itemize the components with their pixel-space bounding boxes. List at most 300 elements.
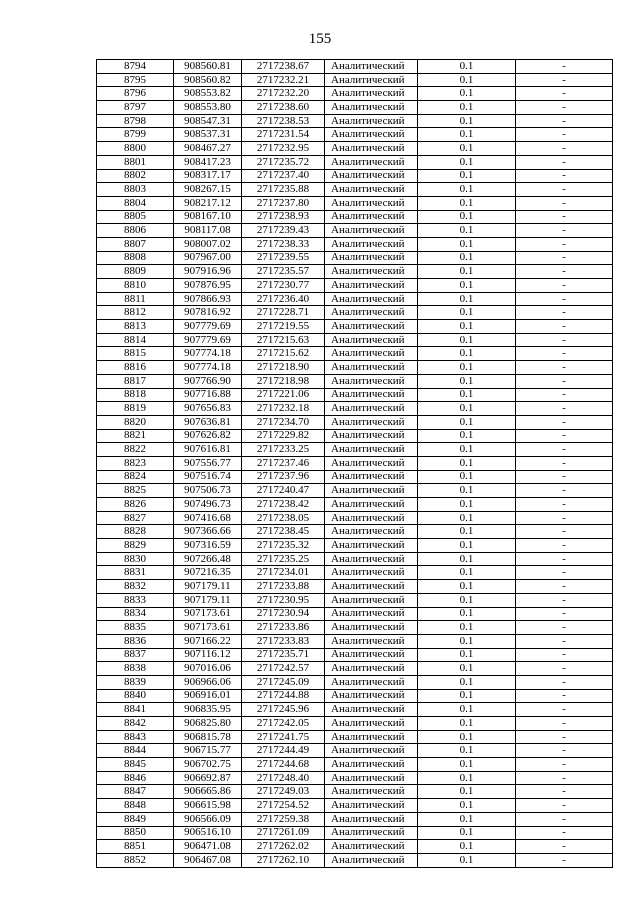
note-cell: - <box>516 648 613 662</box>
note-cell: - <box>516 498 613 512</box>
note-cell: - <box>516 402 613 416</box>
table-row <box>97 443 613 457</box>
point-number-cell: 8797 <box>97 101 174 115</box>
method-cell: Аналитический <box>325 237 418 251</box>
accuracy-cell: 0.1 <box>418 662 516 676</box>
x-coordinate-cell: 907779.69 <box>174 333 242 347</box>
accuracy-cell: 0.1 <box>418 484 516 498</box>
accuracy-cell: 0.1 <box>418 675 516 689</box>
method-cell: Аналитический <box>325 429 418 443</box>
y-coordinate-cell: 2717242.57 <box>242 662 325 676</box>
point-number-cell: 8799 <box>97 128 174 142</box>
accuracy-cell: 0.1 <box>418 525 516 539</box>
accuracy-cell: 0.1 <box>418 388 516 402</box>
point-number-cell: 8815 <box>97 347 174 361</box>
x-coordinate-cell: 908267.15 <box>174 183 242 197</box>
note-cell: - <box>516 826 613 840</box>
note-cell: - <box>516 183 613 197</box>
x-coordinate-cell: 907179.11 <box>174 580 242 594</box>
method-cell: Аналитический <box>325 525 418 539</box>
table-row <box>97 142 613 156</box>
method-cell: Аналитический <box>325 224 418 238</box>
y-coordinate-cell: 2717230.95 <box>242 593 325 607</box>
point-number-cell: 8849 <box>97 812 174 826</box>
x-coordinate-cell: 907316.59 <box>174 539 242 553</box>
x-coordinate-cell: 906966.06 <box>174 675 242 689</box>
y-coordinate-cell: 2717237.46 <box>242 456 325 470</box>
x-coordinate-cell: 907216.35 <box>174 566 242 580</box>
method-cell: Аналитический <box>325 552 418 566</box>
table-row <box>97 210 613 224</box>
x-coordinate-cell: 907416.68 <box>174 511 242 525</box>
method-cell: Аналитический <box>325 758 418 772</box>
table-row <box>97 566 613 580</box>
accuracy-cell: 0.1 <box>418 210 516 224</box>
note-cell: - <box>516 279 613 293</box>
point-number-cell: 8838 <box>97 662 174 676</box>
table-row <box>97 744 613 758</box>
table-row <box>97 415 613 429</box>
accuracy-cell: 0.1 <box>418 306 516 320</box>
point-number-cell: 8817 <box>97 374 174 388</box>
method-cell: Аналитический <box>325 265 418 279</box>
x-coordinate-cell: 907616.81 <box>174 443 242 457</box>
y-coordinate-cell: 2717234.01 <box>242 566 325 580</box>
accuracy-cell: 0.1 <box>418 456 516 470</box>
x-coordinate-cell: 907179.11 <box>174 593 242 607</box>
note-cell: - <box>516 114 613 128</box>
method-cell: Аналитический <box>325 155 418 169</box>
x-coordinate-cell: 908007.02 <box>174 237 242 251</box>
x-coordinate-cell: 907916.96 <box>174 265 242 279</box>
table-row <box>97 607 613 621</box>
y-coordinate-cell: 2717218.90 <box>242 361 325 375</box>
note-cell: - <box>516 621 613 635</box>
point-number-cell: 8830 <box>97 552 174 566</box>
point-number-cell: 8835 <box>97 621 174 635</box>
y-coordinate-cell: 2717238.67 <box>242 60 325 74</box>
method-cell: Аналитический <box>325 320 418 334</box>
method-cell: Аналитический <box>325 388 418 402</box>
method-cell: Аналитический <box>325 292 418 306</box>
x-coordinate-cell: 906566.09 <box>174 812 242 826</box>
x-coordinate-cell: 906665.86 <box>174 785 242 799</box>
y-coordinate-cell: 2717244.68 <box>242 758 325 772</box>
method-cell: Аналитический <box>325 333 418 347</box>
point-number-cell: 8818 <box>97 388 174 402</box>
point-number-cell: 8798 <box>97 114 174 128</box>
table-row <box>97 539 613 553</box>
note-cell: - <box>516 443 613 457</box>
table-row <box>97 374 613 388</box>
method-cell: Аналитический <box>325 114 418 128</box>
note-cell: - <box>516 566 613 580</box>
note-cell: - <box>516 306 613 320</box>
note-cell: - <box>516 593 613 607</box>
method-cell: Аналитический <box>325 840 418 854</box>
table-row <box>97 853 613 867</box>
point-number-cell: 8819 <box>97 402 174 416</box>
point-number-cell: 8846 <box>97 771 174 785</box>
y-coordinate-cell: 2717229.82 <box>242 429 325 443</box>
y-coordinate-cell: 2717237.80 <box>242 196 325 210</box>
x-coordinate-cell: 906815.78 <box>174 730 242 744</box>
method-cell: Аналитический <box>325 511 418 525</box>
y-coordinate-cell: 2717235.72 <box>242 155 325 169</box>
note-cell: - <box>516 196 613 210</box>
method-cell: Аналитический <box>325 142 418 156</box>
y-coordinate-cell: 2717221.06 <box>242 388 325 402</box>
table-row <box>97 484 613 498</box>
method-cell: Аналитический <box>325 484 418 498</box>
table-row <box>97 689 613 703</box>
accuracy-cell: 0.1 <box>418 374 516 388</box>
y-coordinate-cell: 2717215.62 <box>242 347 325 361</box>
x-coordinate-cell: 908537.31 <box>174 128 242 142</box>
point-number-cell: 8844 <box>97 744 174 758</box>
note-cell: - <box>516 539 613 553</box>
method-cell: Аналитический <box>325 402 418 416</box>
method-cell: Аналитический <box>325 580 418 594</box>
method-cell: Аналитический <box>325 470 418 484</box>
x-coordinate-cell: 906702.75 <box>174 758 242 772</box>
note-cell: - <box>516 812 613 826</box>
point-number-cell: 8837 <box>97 648 174 662</box>
method-cell: Аналитический <box>325 456 418 470</box>
note-cell: - <box>516 470 613 484</box>
y-coordinate-cell: 2717241.75 <box>242 730 325 744</box>
x-coordinate-cell: 908417.23 <box>174 155 242 169</box>
note-cell: - <box>516 552 613 566</box>
x-coordinate-cell: 906825.80 <box>174 717 242 731</box>
accuracy-cell: 0.1 <box>418 566 516 580</box>
y-coordinate-cell: 2717238.33 <box>242 237 325 251</box>
accuracy-cell: 0.1 <box>418 87 516 101</box>
accuracy-cell: 0.1 <box>418 812 516 826</box>
note-cell: - <box>516 525 613 539</box>
note-cell: - <box>516 101 613 115</box>
y-coordinate-cell: 2717259.38 <box>242 812 325 826</box>
y-coordinate-cell: 2717262.02 <box>242 840 325 854</box>
point-number-cell: 8803 <box>97 183 174 197</box>
x-coordinate-cell: 908547.31 <box>174 114 242 128</box>
table-row <box>97 101 613 115</box>
table-row <box>97 456 613 470</box>
point-number-cell: 8822 <box>97 443 174 457</box>
y-coordinate-cell: 2717235.32 <box>242 539 325 553</box>
point-number-cell: 8831 <box>97 566 174 580</box>
note-cell: - <box>516 251 613 265</box>
accuracy-cell: 0.1 <box>418 128 516 142</box>
table-row <box>97 114 613 128</box>
accuracy-cell: 0.1 <box>418 785 516 799</box>
accuracy-cell: 0.1 <box>418 429 516 443</box>
x-coordinate-cell: 908560.81 <box>174 60 242 74</box>
y-coordinate-cell: 2717240.47 <box>242 484 325 498</box>
note-cell: - <box>516 60 613 74</box>
point-number-cell: 8821 <box>97 429 174 443</box>
y-coordinate-cell: 2717262.10 <box>242 853 325 867</box>
x-coordinate-cell: 907967.00 <box>174 251 242 265</box>
accuracy-cell: 0.1 <box>418 511 516 525</box>
point-number-cell: 8813 <box>97 320 174 334</box>
method-cell: Аналитический <box>325 621 418 635</box>
accuracy-cell: 0.1 <box>418 539 516 553</box>
note-cell: - <box>516 689 613 703</box>
method-cell: Аналитический <box>325 415 418 429</box>
accuracy-cell: 0.1 <box>418 744 516 758</box>
x-coordinate-cell: 907626.82 <box>174 429 242 443</box>
x-coordinate-cell: 907779.69 <box>174 320 242 334</box>
x-coordinate-cell: 907116.12 <box>174 648 242 662</box>
method-cell: Аналитический <box>325 662 418 676</box>
point-number-cell: 8801 <box>97 155 174 169</box>
point-number-cell: 8806 <box>97 224 174 238</box>
x-coordinate-cell: 907656.83 <box>174 402 242 416</box>
x-coordinate-cell: 907496.73 <box>174 498 242 512</box>
table-row <box>97 580 613 594</box>
x-coordinate-cell: 907716.88 <box>174 388 242 402</box>
table-row <box>97 320 613 334</box>
y-coordinate-cell: 2717239.43 <box>242 224 325 238</box>
point-number-cell: 8826 <box>97 498 174 512</box>
accuracy-cell: 0.1 <box>418 251 516 265</box>
table-row <box>97 498 613 512</box>
x-coordinate-cell: 907636.81 <box>174 415 242 429</box>
accuracy-cell: 0.1 <box>418 607 516 621</box>
accuracy-cell: 0.1 <box>418 415 516 429</box>
accuracy-cell: 0.1 <box>418 730 516 744</box>
note-cell: - <box>516 347 613 361</box>
note-cell: - <box>516 580 613 594</box>
note-cell: - <box>516 853 613 867</box>
note-cell: - <box>516 730 613 744</box>
table-row <box>97 196 613 210</box>
method-cell: Аналитический <box>325 648 418 662</box>
table-row <box>97 785 613 799</box>
table-row <box>97 169 613 183</box>
method-cell: Аналитический <box>325 306 418 320</box>
point-number-cell: 8824 <box>97 470 174 484</box>
note-cell: - <box>516 320 613 334</box>
note-cell: - <box>516 744 613 758</box>
y-coordinate-cell: 2717218.98 <box>242 374 325 388</box>
y-coordinate-cell: 2717233.86 <box>242 621 325 635</box>
method-cell: Аналитический <box>325 169 418 183</box>
accuracy-cell: 0.1 <box>418 279 516 293</box>
table-row <box>97 730 613 744</box>
point-number-cell: 8809 <box>97 265 174 279</box>
method-cell: Аналитический <box>325 279 418 293</box>
accuracy-cell: 0.1 <box>418 237 516 251</box>
y-coordinate-cell: 2717232.95 <box>242 142 325 156</box>
x-coordinate-cell: 906516.10 <box>174 826 242 840</box>
accuracy-cell: 0.1 <box>418 292 516 306</box>
y-coordinate-cell: 2717236.40 <box>242 292 325 306</box>
note-cell: - <box>516 169 613 183</box>
y-coordinate-cell: 2717230.77 <box>242 279 325 293</box>
table-row <box>97 155 613 169</box>
x-coordinate-cell: 908317.17 <box>174 169 242 183</box>
y-coordinate-cell: 2717233.83 <box>242 634 325 648</box>
y-coordinate-cell: 2717238.45 <box>242 525 325 539</box>
accuracy-cell: 0.1 <box>418 402 516 416</box>
note-cell: - <box>516 484 613 498</box>
note-cell: - <box>516 703 613 717</box>
note-cell: - <box>516 771 613 785</box>
table-row <box>97 361 613 375</box>
method-cell: Аналитический <box>325 443 418 457</box>
note-cell: - <box>516 361 613 375</box>
note-cell: - <box>516 675 613 689</box>
y-coordinate-cell: 2717232.21 <box>242 73 325 87</box>
point-number-cell: 8807 <box>97 237 174 251</box>
note-cell: - <box>516 374 613 388</box>
accuracy-cell: 0.1 <box>418 155 516 169</box>
method-cell: Аналитический <box>325 799 418 813</box>
note-cell: - <box>516 758 613 772</box>
x-coordinate-cell: 907516.74 <box>174 470 242 484</box>
table-row <box>97 771 613 785</box>
table-row <box>97 73 613 87</box>
y-coordinate-cell: 2717238.60 <box>242 101 325 115</box>
y-coordinate-cell: 2717235.57 <box>242 265 325 279</box>
method-cell: Аналитический <box>325 717 418 731</box>
point-number-cell: 8832 <box>97 580 174 594</box>
y-coordinate-cell: 2717235.71 <box>242 648 325 662</box>
note-cell: - <box>516 456 613 470</box>
y-coordinate-cell: 2717237.40 <box>242 169 325 183</box>
table-row <box>97 333 613 347</box>
accuracy-cell: 0.1 <box>418 320 516 334</box>
point-number-cell: 8816 <box>97 361 174 375</box>
y-coordinate-cell: 2717232.18 <box>242 402 325 416</box>
point-number-cell: 8794 <box>97 60 174 74</box>
table-row <box>97 60 613 74</box>
x-coordinate-cell: 907266.48 <box>174 552 242 566</box>
point-number-cell: 8825 <box>97 484 174 498</box>
note-cell: - <box>516 840 613 854</box>
x-coordinate-cell: 907866.93 <box>174 292 242 306</box>
accuracy-cell: 0.1 <box>418 593 516 607</box>
x-coordinate-cell: 906916.01 <box>174 689 242 703</box>
y-coordinate-cell: 2717235.88 <box>242 183 325 197</box>
y-coordinate-cell: 2717215.63 <box>242 333 325 347</box>
y-coordinate-cell: 2717244.88 <box>242 689 325 703</box>
x-coordinate-cell: 906715.77 <box>174 744 242 758</box>
point-number-cell: 8811 <box>97 292 174 306</box>
point-number-cell: 8810 <box>97 279 174 293</box>
y-coordinate-cell: 2717235.25 <box>242 552 325 566</box>
method-cell: Аналитический <box>325 60 418 74</box>
note-cell: - <box>516 224 613 238</box>
accuracy-cell: 0.1 <box>418 361 516 375</box>
table-row <box>97 840 613 854</box>
accuracy-cell: 0.1 <box>418 470 516 484</box>
table-row <box>97 279 613 293</box>
table-row <box>97 128 613 142</box>
x-coordinate-cell: 907876.95 <box>174 279 242 293</box>
note-cell: - <box>516 511 613 525</box>
table-row <box>97 826 613 840</box>
table-row <box>97 593 613 607</box>
accuracy-cell: 0.1 <box>418 347 516 361</box>
x-coordinate-cell: 906615.98 <box>174 799 242 813</box>
method-cell: Аналитический <box>325 593 418 607</box>
table-row <box>97 388 613 402</box>
accuracy-cell: 0.1 <box>418 196 516 210</box>
point-number-cell: 8808 <box>97 251 174 265</box>
method-cell: Аналитический <box>325 812 418 826</box>
method-cell: Аналитический <box>325 675 418 689</box>
accuracy-cell: 0.1 <box>418 73 516 87</box>
accuracy-cell: 0.1 <box>418 142 516 156</box>
table-row <box>97 87 613 101</box>
x-coordinate-cell: 906835.95 <box>174 703 242 717</box>
accuracy-cell: 0.1 <box>418 552 516 566</box>
table-row <box>97 402 613 416</box>
x-coordinate-cell: 907556.77 <box>174 456 242 470</box>
point-number-cell: 8842 <box>97 717 174 731</box>
point-number-cell: 8841 <box>97 703 174 717</box>
table-row <box>97 347 613 361</box>
point-number-cell: 8805 <box>97 210 174 224</box>
y-coordinate-cell: 2717233.25 <box>242 443 325 457</box>
accuracy-cell: 0.1 <box>418 826 516 840</box>
table-row <box>97 306 613 320</box>
method-cell: Аналитический <box>325 566 418 580</box>
point-number-cell: 8840 <box>97 689 174 703</box>
accuracy-cell: 0.1 <box>418 183 516 197</box>
x-coordinate-cell: 906471.08 <box>174 840 242 854</box>
accuracy-cell: 0.1 <box>418 224 516 238</box>
note-cell: - <box>516 265 613 279</box>
point-number-cell: 8847 <box>97 785 174 799</box>
accuracy-cell: 0.1 <box>418 634 516 648</box>
y-coordinate-cell: 2717231.54 <box>242 128 325 142</box>
accuracy-cell: 0.1 <box>418 621 516 635</box>
note-cell: - <box>516 210 613 224</box>
point-number-cell: 8796 <box>97 87 174 101</box>
y-coordinate-cell: 2717261.09 <box>242 826 325 840</box>
y-coordinate-cell: 2717244.49 <box>242 744 325 758</box>
point-number-cell: 8839 <box>97 675 174 689</box>
x-coordinate-cell: 908217.12 <box>174 196 242 210</box>
point-number-cell: 8851 <box>97 840 174 854</box>
method-cell: Аналитический <box>325 703 418 717</box>
x-coordinate-cell: 908167.10 <box>174 210 242 224</box>
note-cell: - <box>516 415 613 429</box>
method-cell: Аналитический <box>325 374 418 388</box>
x-coordinate-cell: 907173.61 <box>174 607 242 621</box>
table-row <box>97 648 613 662</box>
y-coordinate-cell: 2717228.71 <box>242 306 325 320</box>
accuracy-cell: 0.1 <box>418 771 516 785</box>
note-cell: - <box>516 128 613 142</box>
point-number-cell: 8802 <box>97 169 174 183</box>
note-cell: - <box>516 333 613 347</box>
table-row <box>97 634 613 648</box>
table-row <box>97 511 613 525</box>
y-coordinate-cell: 2717249.03 <box>242 785 325 799</box>
method-cell: Аналитический <box>325 347 418 361</box>
point-number-cell: 8829 <box>97 539 174 553</box>
accuracy-cell: 0.1 <box>418 703 516 717</box>
y-coordinate-cell: 2717230.94 <box>242 607 325 621</box>
x-coordinate-cell: 908553.82 <box>174 87 242 101</box>
point-number-cell: 8833 <box>97 593 174 607</box>
y-coordinate-cell: 2717233.88 <box>242 580 325 594</box>
